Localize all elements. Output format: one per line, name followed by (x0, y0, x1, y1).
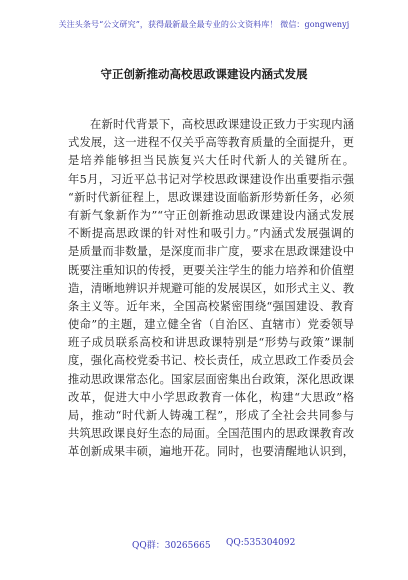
body-line: 革创新成果丰硕，遍地开花。同时，也要清醒地认识到， (68, 445, 354, 459)
promo-banner: 关注头条号“公文研究”，获得最新最全最专业的公文资料库！ 微信：gongwenyj (58, 20, 350, 29)
body-line: “新时代新征程上，思政课建设面临新形势新任务，必须 (68, 190, 354, 204)
body-line: 式发展，这一进程不仅关乎高等教育质量的全面提升，更 (68, 136, 354, 150)
body-line: 有新气象新作为”“守正创新推动思政课建设内涵式发展 (68, 208, 354, 222)
body-line: 条主义等。近年来，全国高校紧密围绕“强国建设、教育 (68, 299, 354, 313)
qq-number: QQ:535304092 (226, 538, 296, 548)
body-line: 使命”的主题，建立健全省（自治区、直辖市）党委领导 (68, 318, 354, 332)
body-line: 局，推动“时代新人铸魂工程”，形成了全社会共同参与 (68, 409, 354, 422)
body-line: 是培养能够担当民族复兴大任时代新人的关键所在。 (68, 154, 354, 168)
body-line: 班子成员联系高校和讲思政课特别是“形势与政策”课制 (68, 336, 354, 350)
body-line: 既要注重知识的传授，更要关注学生的能力培养和价值塑 (68, 263, 354, 277)
body-line: 在新时代背景下，高校思政课建设正致力于实现内涵 (90, 118, 354, 131)
body-line: 是质量而非数量，是深度而非广度，要求在思政课建设中 (68, 245, 354, 259)
body-line: 共筑思政课良好生态的局面。全国范围内的思政课教育改 (68, 427, 354, 441)
document-title: 守正创新推动高校思政课建设内涵式发展 (100, 67, 308, 81)
body-line: 年5月，习近平总书记对学校思政课建设作出重要指示强 (68, 172, 354, 186)
body-line: 度，强化高校党委书记、校长责任，成立思政工作委员会 (68, 354, 354, 368)
body-line: 不断提高思政课的针对性和吸引力。”内涵式发展强调的 (68, 227, 354, 241)
body-line: 造，清晰地辨识并规避可能的发展误区，如形式主义、教 (68, 281, 354, 295)
body-line: 改革，促进大中小学思政教育一体化，构建“大思政”格 (68, 390, 354, 404)
document-body (68, 116, 354, 462)
body-line: 推动思政课常态化。国家层面密集出台政策，深化思政课 (68, 372, 354, 386)
qq-group: QQ群：30265665 (132, 541, 211, 551)
